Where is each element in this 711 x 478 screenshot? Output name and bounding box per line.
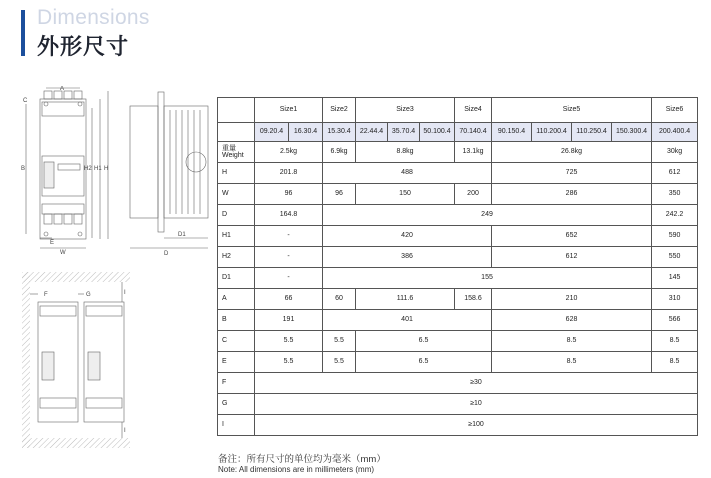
- table-cell: 612: [492, 247, 652, 268]
- label-E: E: [50, 240, 55, 246]
- label-B: B: [21, 166, 26, 172]
- table-row-C: [218, 331, 698, 352]
- row-label-weight: [218, 142, 255, 163]
- table-cell: 164.8: [255, 205, 323, 226]
- table-cell: 210: [492, 289, 652, 310]
- table-cell: -: [255, 247, 323, 268]
- table-cell: 8.5: [652, 352, 698, 373]
- label-D: D: [164, 251, 169, 256]
- table-cell: 155: [323, 268, 652, 289]
- table-cell: 96: [255, 184, 323, 205]
- weight-label-en: Weight: [222, 152, 244, 159]
- label-A: A: [60, 86, 65, 92]
- table-cell: 66: [255, 289, 323, 310]
- table-cell: ≥10: [255, 394, 698, 415]
- table-cell: 200: [455, 184, 492, 205]
- table-cell: 5.5: [323, 331, 356, 352]
- table-cell: 201.8: [255, 163, 323, 184]
- table-cell: 286: [492, 184, 652, 205]
- table-cell: 6.5: [356, 352, 492, 373]
- model-cell: 16.30.4: [289, 123, 323, 142]
- label-H1: H1: [94, 166, 102, 172]
- model-row: [218, 123, 698, 142]
- table-cell: 652: [492, 226, 652, 247]
- table-cell: 488: [323, 163, 492, 184]
- table-cell: 8.5: [492, 352, 652, 373]
- table-row-H: [218, 163, 698, 184]
- table-cell: 30kg: [652, 142, 698, 163]
- model-cell: 15.30.4: [323, 123, 356, 142]
- table-row-H1: [218, 226, 698, 247]
- table-cell: 612: [652, 163, 698, 184]
- row-label: D1: [218, 268, 255, 289]
- size-header: Size4: [455, 98, 492, 123]
- table-cell: -: [255, 268, 323, 289]
- table-cell: 8.5: [652, 331, 698, 352]
- table-cell: 550: [652, 247, 698, 268]
- model-cell: 110.250.4: [572, 123, 612, 142]
- size-header: Size2: [323, 98, 356, 123]
- table-cell: 2.5kg: [255, 142, 323, 163]
- row-label: W: [218, 184, 255, 205]
- table-cell: 13.1kg: [455, 142, 492, 163]
- table-cell: 191: [255, 310, 323, 331]
- table-row-H2: [218, 247, 698, 268]
- side-view-drawing: [126, 86, 214, 256]
- front-view-drawing: [20, 86, 120, 256]
- table-cell: 96: [323, 184, 356, 205]
- mounting-clearance-drawing: [22, 272, 130, 448]
- model-cell: 35.70.4: [388, 123, 420, 142]
- table-row-E: [218, 352, 698, 373]
- row-label: H1: [218, 226, 255, 247]
- model-cell: 110.200.4: [532, 123, 572, 142]
- table-row-B: [218, 310, 698, 331]
- table-cell: 566: [652, 310, 698, 331]
- title-english: Dimensions: [37, 6, 150, 29]
- table-cell: 420: [323, 226, 492, 247]
- row-label: F: [218, 373, 255, 394]
- table-cell: 158.6: [455, 289, 492, 310]
- table-cell: 111.6: [356, 289, 455, 310]
- model-corner-cell: [218, 123, 255, 142]
- table-cell: 26.8kg: [492, 142, 652, 163]
- table-cell: 628: [492, 310, 652, 331]
- row-label: G: [218, 394, 255, 415]
- label-I-top: I: [124, 290, 126, 296]
- table-cell: 145: [652, 268, 698, 289]
- table-row-G: [218, 394, 698, 415]
- size-header: Size6: [652, 98, 698, 123]
- model-cell: 200.400.4: [652, 123, 698, 142]
- table-cell: ≥100: [255, 415, 698, 436]
- table-cell: -: [255, 226, 323, 247]
- size-header: Size1: [255, 98, 323, 123]
- row-label: I: [218, 415, 255, 436]
- model-cell: 09.20.4: [255, 123, 289, 142]
- row-label: E: [218, 352, 255, 373]
- model-cell: 22.44.4: [356, 123, 388, 142]
- table-row-W: [218, 184, 698, 205]
- table-cell: 725: [492, 163, 652, 184]
- label-D1: D1: [178, 232, 186, 238]
- model-cell: 70.140.4: [455, 123, 492, 142]
- weight-label-cn: 重量: [222, 144, 236, 152]
- table-cell: 8.8kg: [356, 142, 455, 163]
- row-label: B: [218, 310, 255, 331]
- label-F: F: [44, 292, 48, 298]
- label-I-bottom: I: [124, 428, 126, 434]
- table-cell: 401: [323, 310, 492, 331]
- table-cell: 6.9kg: [323, 142, 356, 163]
- table-row-D: [218, 205, 698, 226]
- table-cell: 310: [652, 289, 698, 310]
- dimensions-table: [217, 97, 698, 436]
- corner-cell: [218, 98, 255, 123]
- table-row-D1: [218, 268, 698, 289]
- table-cell: 5.5: [323, 352, 356, 373]
- table-cell: 590: [652, 226, 698, 247]
- label-W: W: [60, 250, 66, 256]
- table-cell: 386: [323, 247, 492, 268]
- size-header-row: [218, 98, 698, 123]
- table-cell: 350: [652, 184, 698, 205]
- model-cell: 90.150.4: [492, 123, 532, 142]
- table-row-A: [218, 289, 698, 310]
- label-H: H: [104, 166, 109, 172]
- table-row-I: [218, 415, 698, 436]
- table-row-F: [218, 373, 698, 394]
- table-cell: ≥30: [255, 373, 698, 394]
- table-cell: 150: [356, 184, 455, 205]
- model-cell: 50.100.4: [420, 123, 455, 142]
- note-english: Note: All dimensions are in millimeters (mm): [218, 465, 375, 474]
- table-cell: 242.2: [652, 205, 698, 226]
- size-header: Size3: [356, 98, 455, 123]
- row-label: A: [218, 289, 255, 310]
- title-chinese: 外形尺寸: [37, 34, 130, 59]
- row-label: D: [218, 205, 255, 226]
- label-G: G: [86, 292, 91, 298]
- model-cell: 150.300.4: [612, 123, 652, 142]
- table-cell: 249: [323, 205, 652, 226]
- table-row-weight: [218, 142, 698, 163]
- label-C: C: [23, 98, 28, 104]
- label-H2: H2: [84, 166, 92, 172]
- row-label: H2: [218, 247, 255, 268]
- size-header: Size5: [492, 98, 652, 123]
- table-cell: 5.5: [255, 352, 323, 373]
- title-accent-bar: [21, 10, 25, 56]
- row-label: H: [218, 163, 255, 184]
- row-label: C: [218, 331, 255, 352]
- table-cell: 8.5: [492, 331, 652, 352]
- table-cell: 5.5: [255, 331, 323, 352]
- table-cell: 60: [323, 289, 356, 310]
- note-chinese: 备注：所有尺寸的单位均为毫米（mm）: [218, 454, 386, 465]
- table-cell: 6.5: [356, 331, 492, 352]
